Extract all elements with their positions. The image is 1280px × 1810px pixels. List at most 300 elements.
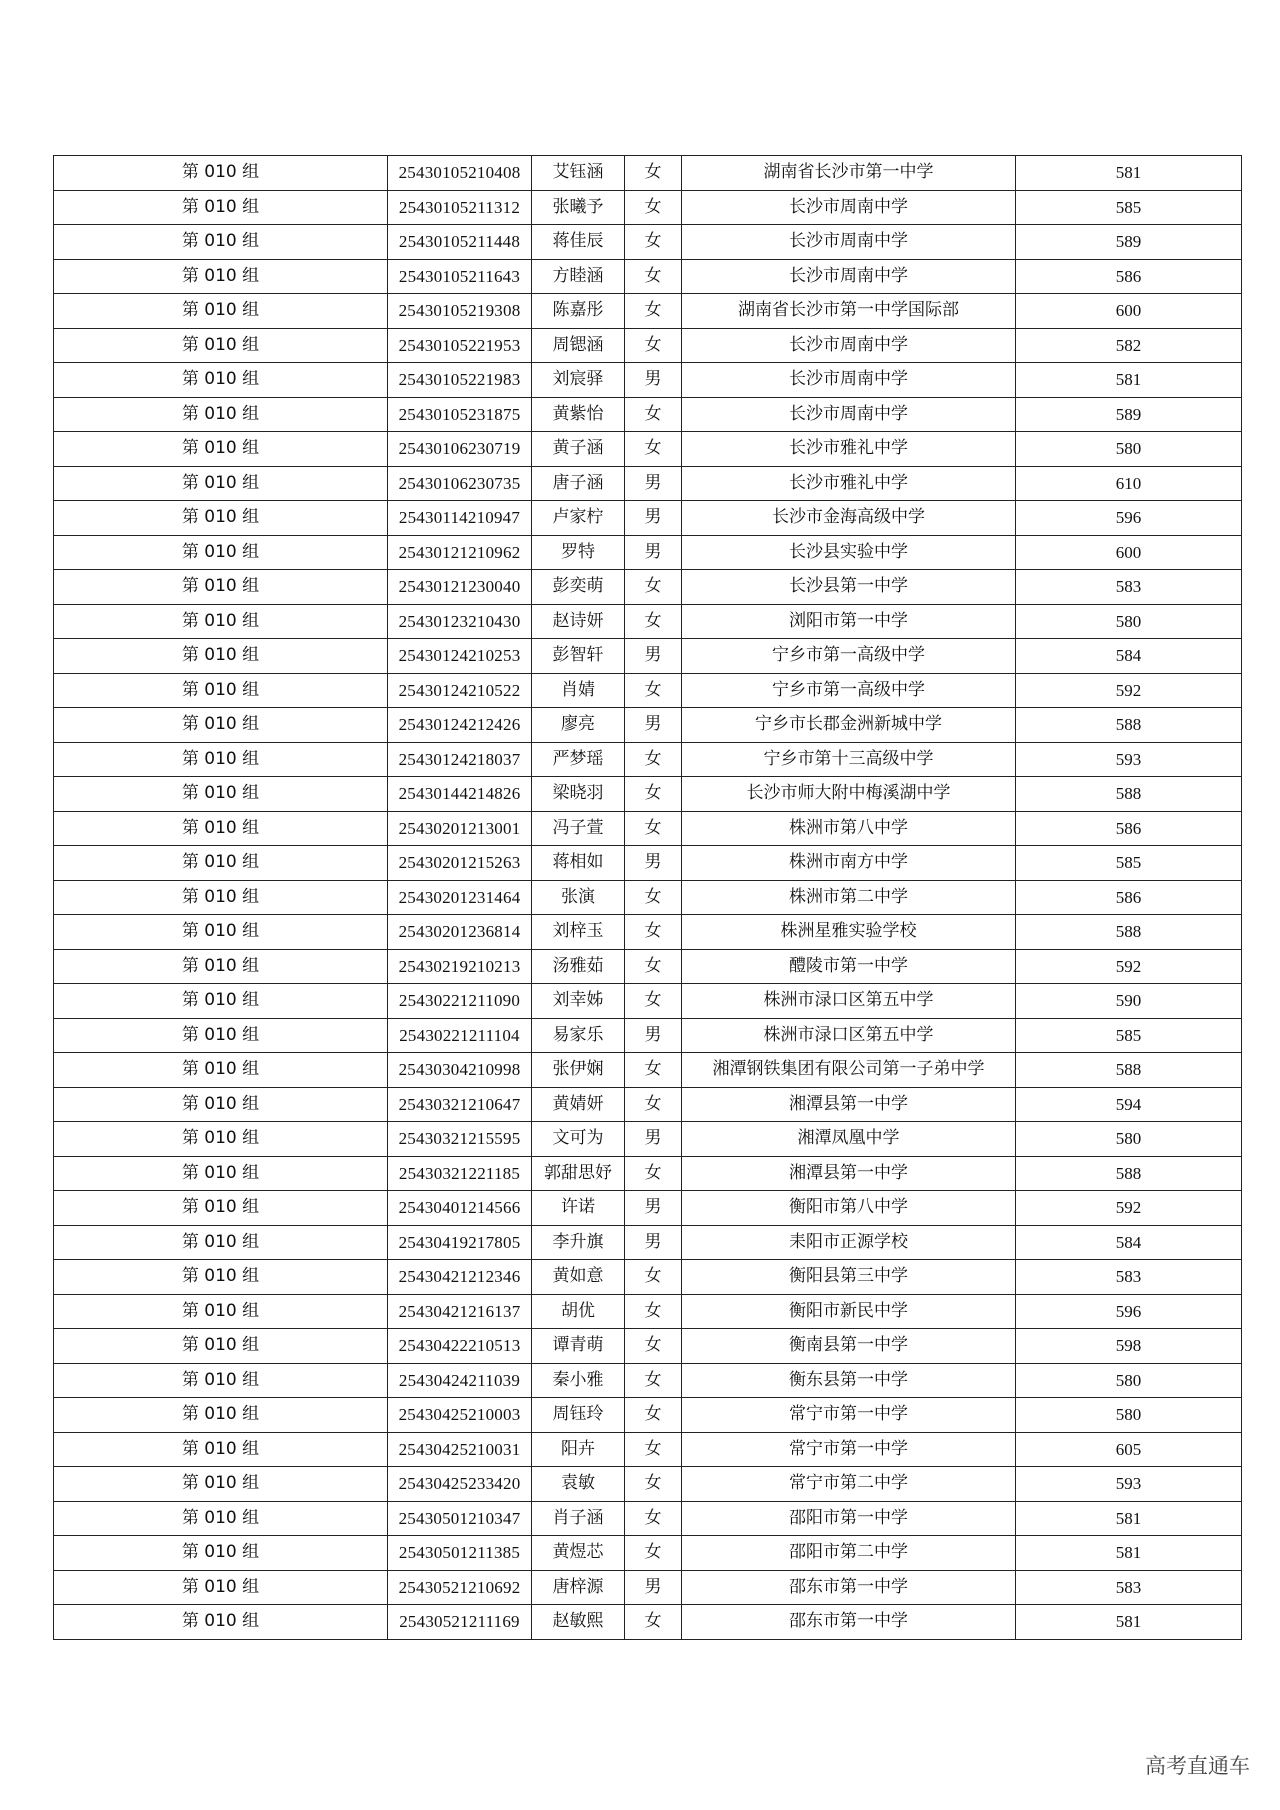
cell-score: 600 [1016, 294, 1242, 329]
cell-candidate-id: 25430421216137 [388, 1294, 532, 1329]
cell-gender: 女 [625, 432, 682, 467]
cell-group: 第 010 组 [54, 225, 388, 260]
cell-gender: 女 [625, 328, 682, 363]
cell-candidate-id: 25430424211039 [388, 1363, 532, 1398]
table-row [54, 1087, 1242, 1122]
cell-student-name: 胡优 [532, 1294, 625, 1329]
cell-candidate-id: 25430124210253 [388, 639, 532, 674]
cell-group: 第 010 组 [54, 570, 388, 605]
table-row [54, 673, 1242, 708]
cell-candidate-id: 25430201213001 [388, 811, 532, 846]
cell-score: 589 [1016, 397, 1242, 432]
cell-student-name: 张伊娴 [532, 1053, 625, 1088]
table-row [54, 1122, 1242, 1157]
table-row [54, 397, 1242, 432]
table-row [54, 1605, 1242, 1640]
cell-group: 第 010 组 [54, 1294, 388, 1329]
cell-gender: 男 [625, 363, 682, 398]
cell-score: 585 [1016, 1018, 1242, 1053]
cell-group: 第 010 组 [54, 949, 388, 984]
cell-group: 第 010 组 [54, 604, 388, 639]
cell-score: 584 [1016, 1225, 1242, 1260]
cell-group: 第 010 组 [54, 294, 388, 329]
cell-gender: 女 [625, 294, 682, 329]
table-row [54, 604, 1242, 639]
cell-group: 第 010 组 [54, 1363, 388, 1398]
table-row [54, 156, 1242, 191]
cell-student-name: 陈嘉彤 [532, 294, 625, 329]
cell-student-name: 张曦予 [532, 190, 625, 225]
cell-student-name: 赵诗妍 [532, 604, 625, 639]
cell-group: 第 010 组 [54, 984, 388, 1019]
cell-gender: 女 [625, 1605, 682, 1640]
roster-table-body [54, 156, 1242, 1640]
cell-student-name: 秦小雅 [532, 1363, 625, 1398]
cell-student-name: 肖子涵 [532, 1501, 625, 1536]
cell-group: 第 010 组 [54, 1225, 388, 1260]
cell-student-name: 黄如意 [532, 1260, 625, 1295]
cell-score: 583 [1016, 570, 1242, 605]
cell-school: 宁乡市第一高级中学 [682, 673, 1016, 708]
cell-group: 第 010 组 [54, 156, 388, 191]
cell-candidate-id: 25430201231464 [388, 880, 532, 915]
cell-gender: 女 [625, 915, 682, 950]
table-row [54, 432, 1242, 467]
table-row [54, 1432, 1242, 1467]
cell-gender: 女 [625, 949, 682, 984]
cell-group: 第 010 组 [54, 1570, 388, 1605]
cell-school: 长沙市雅礼中学 [682, 432, 1016, 467]
cell-gender: 男 [625, 466, 682, 501]
cell-group: 第 010 组 [54, 1432, 388, 1467]
cell-gender: 女 [625, 397, 682, 432]
cell-gender: 女 [625, 225, 682, 260]
cell-school: 宁乡市第一高级中学 [682, 639, 1016, 674]
cell-candidate-id: 25430105221953 [388, 328, 532, 363]
cell-student-name: 李升旗 [532, 1225, 625, 1260]
cell-group: 第 010 组 [54, 880, 388, 915]
cell-group: 第 010 组 [54, 397, 388, 432]
cell-score: 598 [1016, 1329, 1242, 1364]
cell-group: 第 010 组 [54, 466, 388, 501]
cell-student-name: 罗特 [532, 535, 625, 570]
cell-gender: 女 [625, 1156, 682, 1191]
cell-score: 583 [1016, 1260, 1242, 1295]
cell-candidate-id: 25430219210213 [388, 949, 532, 984]
cell-school: 株洲市渌口区第五中学 [682, 1018, 1016, 1053]
table-row [54, 1363, 1242, 1398]
cell-gender: 女 [625, 1294, 682, 1329]
cell-school: 株洲市第八中学 [682, 811, 1016, 846]
table-row [54, 1156, 1242, 1191]
cell-score: 584 [1016, 639, 1242, 674]
table-row [54, 570, 1242, 605]
cell-candidate-id: 25430419217805 [388, 1225, 532, 1260]
table-row [54, 1570, 1242, 1605]
table-row [54, 742, 1242, 777]
cell-group: 第 010 组 [54, 190, 388, 225]
cell-school: 常宁市第一中学 [682, 1432, 1016, 1467]
cell-school: 长沙市师大附中梅溪湖中学 [682, 777, 1016, 812]
cell-gender: 女 [625, 777, 682, 812]
watermark-text: 高考直通车 [1145, 1754, 1250, 1778]
cell-gender: 女 [625, 1536, 682, 1571]
cell-candidate-id: 25430321221185 [388, 1156, 532, 1191]
cell-school: 常宁市第一中学 [682, 1398, 1016, 1433]
cell-school: 湘潭凤凰中学 [682, 1122, 1016, 1157]
cell-candidate-id: 25430425210003 [388, 1398, 532, 1433]
cell-school: 邵东市第一中学 [682, 1570, 1016, 1605]
cell-candidate-id: 25430124210522 [388, 673, 532, 708]
cell-candidate-id: 25430201215263 [388, 846, 532, 881]
cell-gender: 男 [625, 846, 682, 881]
cell-group: 第 010 组 [54, 1191, 388, 1226]
cell-gender: 男 [625, 1018, 682, 1053]
cell-candidate-id: 25430124212426 [388, 708, 532, 743]
cell-score: 580 [1016, 1122, 1242, 1157]
cell-candidate-id: 25430105219308 [388, 294, 532, 329]
cell-candidate-id: 25430221211090 [388, 984, 532, 1019]
cell-gender: 女 [625, 1432, 682, 1467]
cell-school: 邵阳市第一中学 [682, 1501, 1016, 1536]
table-row [54, 363, 1242, 398]
cell-group: 第 010 组 [54, 1536, 388, 1571]
table-row [54, 1260, 1242, 1295]
cell-school: 湘潭县第一中学 [682, 1087, 1016, 1122]
cell-candidate-id: 25430106230719 [388, 432, 532, 467]
cell-student-name: 周锶涵 [532, 328, 625, 363]
cell-school: 邵东市第一中学 [682, 1605, 1016, 1640]
table-row [54, 535, 1242, 570]
cell-candidate-id: 25430105211448 [388, 225, 532, 260]
cell-group: 第 010 组 [54, 1156, 388, 1191]
cell-candidate-id: 25430201236814 [388, 915, 532, 950]
cell-gender: 女 [625, 1087, 682, 1122]
cell-gender: 女 [625, 1363, 682, 1398]
cell-school: 长沙市周南中学 [682, 397, 1016, 432]
table-row [54, 984, 1242, 1019]
cell-student-name: 许诺 [532, 1191, 625, 1226]
cell-candidate-id: 25430105210408 [388, 156, 532, 191]
cell-score: 586 [1016, 880, 1242, 915]
cell-candidate-id: 25430105211312 [388, 190, 532, 225]
cell-school: 长沙市雅礼中学 [682, 466, 1016, 501]
cell-candidate-id: 25430105221983 [388, 363, 532, 398]
cell-group: 第 010 组 [54, 915, 388, 950]
cell-candidate-id: 25430121230040 [388, 570, 532, 605]
cell-group: 第 010 组 [54, 639, 388, 674]
cell-student-name: 廖亮 [532, 708, 625, 743]
cell-student-name: 艾钰涵 [532, 156, 625, 191]
cell-candidate-id: 25430144214826 [388, 777, 532, 812]
cell-school: 湘潭钢铁集团有限公司第一子弟中学 [682, 1053, 1016, 1088]
cell-school: 株洲市第二中学 [682, 880, 1016, 915]
cell-group: 第 010 组 [54, 1467, 388, 1502]
cell-gender: 男 [625, 501, 682, 536]
cell-student-name: 黄子涵 [532, 432, 625, 467]
cell-score: 610 [1016, 466, 1242, 501]
cell-student-name: 刘宸驿 [532, 363, 625, 398]
cell-score: 590 [1016, 984, 1242, 1019]
cell-school: 衡阳市新民中学 [682, 1294, 1016, 1329]
cell-student-name: 蒋相如 [532, 846, 625, 881]
cell-gender: 女 [625, 1053, 682, 1088]
cell-student-name: 彭智轩 [532, 639, 625, 674]
cell-group: 第 010 组 [54, 259, 388, 294]
cell-score: 588 [1016, 1156, 1242, 1191]
cell-gender: 女 [625, 570, 682, 605]
table-row [54, 1536, 1242, 1571]
table-row [54, 294, 1242, 329]
cell-score: 585 [1016, 846, 1242, 881]
cell-student-name: 刘幸姊 [532, 984, 625, 1019]
table-row [54, 1053, 1242, 1088]
cell-score: 586 [1016, 811, 1242, 846]
cell-school: 衡阳市第八中学 [682, 1191, 1016, 1226]
cell-school: 湘潭县第一中学 [682, 1156, 1016, 1191]
cell-candidate-id: 25430321215595 [388, 1122, 532, 1157]
cell-group: 第 010 组 [54, 1122, 388, 1157]
cell-group: 第 010 组 [54, 501, 388, 536]
cell-score: 596 [1016, 1294, 1242, 1329]
cell-student-name: 阳卉 [532, 1432, 625, 1467]
cell-school: 衡东县第一中学 [682, 1363, 1016, 1398]
cell-student-name: 赵敏熙 [532, 1605, 625, 1640]
cell-candidate-id: 25430124218037 [388, 742, 532, 777]
cell-student-name: 彭奕萌 [532, 570, 625, 605]
table-row [54, 846, 1242, 881]
cell-school: 耒阳市正源学校 [682, 1225, 1016, 1260]
cell-candidate-id: 25430121210962 [388, 535, 532, 570]
cell-student-name: 梁晓羽 [532, 777, 625, 812]
cell-candidate-id: 25430421212346 [388, 1260, 532, 1295]
cell-group: 第 010 组 [54, 1018, 388, 1053]
table-row [54, 1191, 1242, 1226]
cell-school: 长沙市周南中学 [682, 225, 1016, 260]
table-row [54, 811, 1242, 846]
table-row [54, 1225, 1242, 1260]
cell-student-name: 刘梓玉 [532, 915, 625, 950]
cell-group: 第 010 组 [54, 811, 388, 846]
cell-candidate-id: 25430114210947 [388, 501, 532, 536]
cell-student-name: 方睦涵 [532, 259, 625, 294]
cell-student-name: 易家乐 [532, 1018, 625, 1053]
cell-group: 第 010 组 [54, 1329, 388, 1364]
cell-group: 第 010 组 [54, 777, 388, 812]
cell-group: 第 010 组 [54, 742, 388, 777]
cell-school: 邵阳市第二中学 [682, 1536, 1016, 1571]
cell-group: 第 010 组 [54, 432, 388, 467]
table-row [54, 708, 1242, 743]
cell-student-name: 郭甜思妤 [532, 1156, 625, 1191]
cell-candidate-id: 25430422210513 [388, 1329, 532, 1364]
cell-gender: 女 [625, 1501, 682, 1536]
cell-school: 常宁市第二中学 [682, 1467, 1016, 1502]
cell-school: 宁乡市第十三高级中学 [682, 742, 1016, 777]
cell-student-name: 黄煜芯 [532, 1536, 625, 1571]
cell-gender: 女 [625, 811, 682, 846]
cell-group: 第 010 组 [54, 328, 388, 363]
cell-student-name: 黄婧妍 [532, 1087, 625, 1122]
cell-gender: 女 [625, 1260, 682, 1295]
cell-student-name: 严梦瑶 [532, 742, 625, 777]
cell-score: 583 [1016, 1570, 1242, 1605]
cell-group: 第 010 组 [54, 1398, 388, 1433]
table-row [54, 501, 1242, 536]
table-row [54, 639, 1242, 674]
cell-student-name: 谭青萌 [532, 1329, 625, 1364]
cell-gender: 男 [625, 639, 682, 674]
cell-score: 588 [1016, 708, 1242, 743]
cell-score: 592 [1016, 949, 1242, 984]
cell-school: 长沙市周南中学 [682, 363, 1016, 398]
cell-score: 580 [1016, 1398, 1242, 1433]
cell-gender: 男 [625, 1191, 682, 1226]
cell-candidate-id: 25430105211643 [388, 259, 532, 294]
cell-student-name: 冯子萱 [532, 811, 625, 846]
cell-score: 596 [1016, 501, 1242, 536]
table-row [54, 777, 1242, 812]
cell-school: 宁乡市长郡金洲新城中学 [682, 708, 1016, 743]
cell-school: 湖南省长沙市第一中学国际部 [682, 294, 1016, 329]
cell-score: 586 [1016, 259, 1242, 294]
cell-score: 588 [1016, 777, 1242, 812]
cell-score: 581 [1016, 1605, 1242, 1640]
cell-gender: 女 [625, 880, 682, 915]
cell-student-name: 肖婧 [532, 673, 625, 708]
table-row [54, 880, 1242, 915]
cell-school: 衡南县第一中学 [682, 1329, 1016, 1364]
table-row [54, 259, 1242, 294]
cell-score: 605 [1016, 1432, 1242, 1467]
cell-student-name: 蒋佳辰 [532, 225, 625, 260]
cell-school: 株洲市渌口区第五中学 [682, 984, 1016, 1019]
cell-score: 580 [1016, 604, 1242, 639]
cell-student-name: 唐梓源 [532, 1570, 625, 1605]
cell-group: 第 010 组 [54, 1087, 388, 1122]
cell-gender: 女 [625, 190, 682, 225]
cell-gender: 男 [625, 1122, 682, 1157]
table-row [54, 1467, 1242, 1502]
cell-school: 长沙县第一中学 [682, 570, 1016, 605]
table-row [54, 190, 1242, 225]
table-row [54, 328, 1242, 363]
cell-gender: 男 [625, 1225, 682, 1260]
cell-school: 长沙市周南中学 [682, 190, 1016, 225]
cell-student-name: 卢家柠 [532, 501, 625, 536]
cell-student-name: 张演 [532, 880, 625, 915]
cell-score: 592 [1016, 673, 1242, 708]
cell-school: 长沙市周南中学 [682, 328, 1016, 363]
cell-score: 585 [1016, 190, 1242, 225]
cell-score: 580 [1016, 432, 1242, 467]
cell-student-name: 周钰玲 [532, 1398, 625, 1433]
cell-school: 长沙市金海高级中学 [682, 501, 1016, 536]
cell-group: 第 010 组 [54, 535, 388, 570]
cell-gender: 女 [625, 1398, 682, 1433]
table-row [54, 1294, 1242, 1329]
cell-gender: 女 [625, 673, 682, 708]
cell-candidate-id: 25430105231875 [388, 397, 532, 432]
table-row [54, 915, 1242, 950]
cell-candidate-id: 25430425210031 [388, 1432, 532, 1467]
table-row [54, 1501, 1242, 1536]
cell-candidate-id: 25430321210647 [388, 1087, 532, 1122]
cell-score: 581 [1016, 1501, 1242, 1536]
table-row [54, 949, 1242, 984]
cell-score: 580 [1016, 1363, 1242, 1398]
cell-score: 581 [1016, 363, 1242, 398]
cell-school: 株洲市南方中学 [682, 846, 1016, 881]
cell-gender: 女 [625, 604, 682, 639]
cell-school: 湖南省长沙市第一中学 [682, 156, 1016, 191]
cell-score: 589 [1016, 225, 1242, 260]
cell-student-name: 汤雅茹 [532, 949, 625, 984]
cell-candidate-id: 25430123210430 [388, 604, 532, 639]
cell-gender: 女 [625, 259, 682, 294]
cell-group: 第 010 组 [54, 846, 388, 881]
cell-candidate-id: 25430521211169 [388, 1605, 532, 1640]
cell-gender: 女 [625, 1467, 682, 1502]
cell-gender: 女 [625, 742, 682, 777]
cell-student-name: 唐子涵 [532, 466, 625, 501]
cell-score: 582 [1016, 328, 1242, 363]
table-row [54, 225, 1242, 260]
cell-candidate-id: 25430501211385 [388, 1536, 532, 1571]
cell-gender: 女 [625, 1329, 682, 1364]
cell-score: 593 [1016, 1467, 1242, 1502]
cell-group: 第 010 组 [54, 673, 388, 708]
cell-gender: 女 [625, 156, 682, 191]
table-row [54, 466, 1242, 501]
cell-student-name: 袁敏 [532, 1467, 625, 1502]
roster-table [53, 155, 1242, 1640]
cell-gender: 女 [625, 984, 682, 1019]
cell-group: 第 010 组 [54, 1053, 388, 1088]
cell-gender: 男 [625, 708, 682, 743]
cell-school: 浏阳市第一中学 [682, 604, 1016, 639]
cell-gender: 男 [625, 1570, 682, 1605]
cell-group: 第 010 组 [54, 708, 388, 743]
cell-group: 第 010 组 [54, 363, 388, 398]
table-row [54, 1018, 1242, 1053]
table-row [54, 1329, 1242, 1364]
cell-score: 594 [1016, 1087, 1242, 1122]
cell-candidate-id: 25430304210998 [388, 1053, 532, 1088]
cell-group: 第 010 组 [54, 1501, 388, 1536]
cell-candidate-id: 25430521210692 [388, 1570, 532, 1605]
cell-score: 588 [1016, 1053, 1242, 1088]
cell-school: 长沙县实验中学 [682, 535, 1016, 570]
cell-candidate-id: 25430221211104 [388, 1018, 532, 1053]
cell-group: 第 010 组 [54, 1260, 388, 1295]
cell-student-name: 黄紫怡 [532, 397, 625, 432]
cell-gender: 男 [625, 535, 682, 570]
cell-candidate-id: 25430501210347 [388, 1501, 532, 1536]
cell-school: 衡阳县第三中学 [682, 1260, 1016, 1295]
cell-school: 醴陵市第一中学 [682, 949, 1016, 984]
cell-score: 581 [1016, 156, 1242, 191]
cell-score: 600 [1016, 535, 1242, 570]
cell-school: 株洲星雅实验学校 [682, 915, 1016, 950]
cell-score: 588 [1016, 915, 1242, 950]
cell-candidate-id: 25430401214566 [388, 1191, 532, 1226]
cell-candidate-id: 25430425233420 [388, 1467, 532, 1502]
cell-candidate-id: 25430106230735 [388, 466, 532, 501]
cell-school: 长沙市周南中学 [682, 259, 1016, 294]
cell-score: 581 [1016, 1536, 1242, 1571]
cell-score: 593 [1016, 742, 1242, 777]
